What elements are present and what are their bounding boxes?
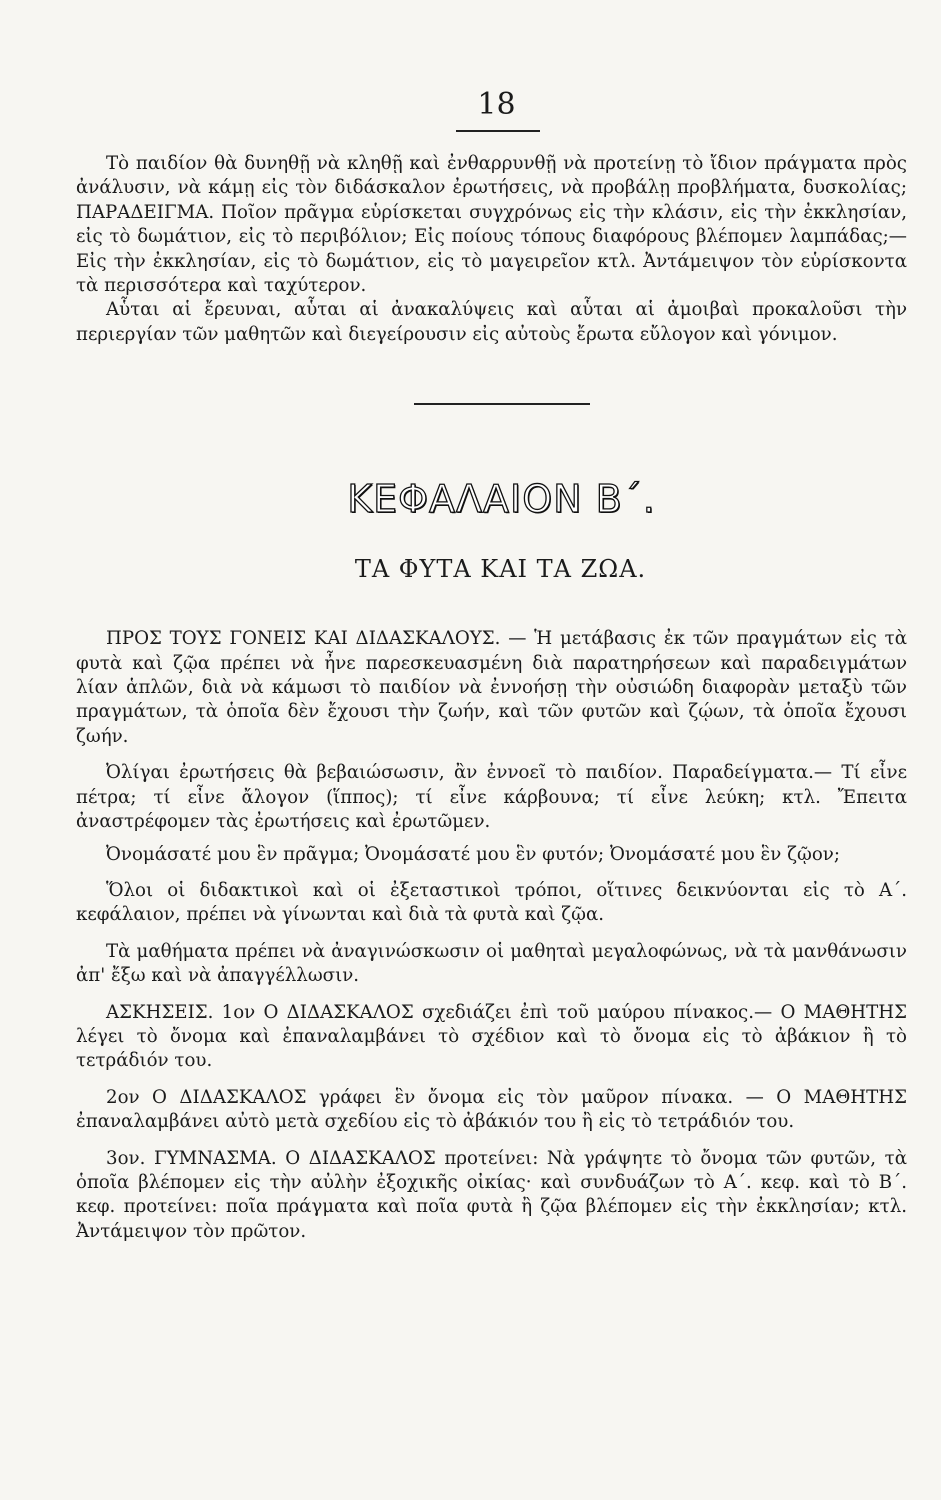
- chapter-title: ΚΕΦΑΛΑΙΟΝ Β΄.: [347, 477, 656, 522]
- body-paragraph: Τὰ μαθήματα πρέπει νὰ ἀναγινώσκωσιν οἱ μαθηταὶ μεγαλοφώνως, νὰ τὰ μανθάνωσιν ἀπ' ἔξω καὶ νὰ ἀπαγγέλλωσιν.: [76, 940, 907, 987]
- intro-paragraph: Τὸ παιδίον θὰ δυνηθῇ νὰ κληθῇ καὶ ἐνθαρρυνθῇ νὰ προτείνῃ τὸ ἴδιον πράγματα πρὸς ἀνάλυσιν, νὰ κάμῃ εἰς τὸν διδάσκαλον ἐρωτήσεις, νὰ προβάλῃ προβλήματα, δυσκολίας; ΠΑΡΑΔΕΙΓΜΑ. Ποῖον πρᾶγμα εὑρίσκεται συγχρόνως εἰς τὴν κλάσιν, εἰς τὴν ἐκκλησίαν, εἰς τὸ δωμάτιον, εἰς τὸ περιβόλιον; Εἰς ποίους τόπους διαφόρους βλέπομεν λαμπάδας;—Εἰς τὴν ἐκκλησίαν, εἰς τὸ δωμάτιον, εἰς τὸ μαγειρεῖον κτλ. Ἀντάμειψον τὸν εὑρίσκοντα τὰ περισσότερα καὶ ταχύτερον.: [76, 153, 907, 297]
- exercise-paragraph: ΑΣΚΗΣΕΙΣ. 1ον Ο ΔΙΔΑΣΚΑΛΟΣ σχεδιάζει ἐπὶ τοῦ μαύρου πίνακος.— Ο ΜΑΘΗΤΗΣ λέγει τὸ ὄνομα καὶ ἐπαναλαμβάνει τὸ σχέδιον καὶ τὸ ὄνομα εἰς τὸ ἀβάκιον ἢ τὸ τετράδιόν του.: [76, 1001, 907, 1072]
- body-paragraph: Ὀνομάσατέ μου ἓν πρᾶγμα; Ὀνομάσατέ μου ἓν φυτόν; Ὀνομάσατέ μου ἓν ζῷον;: [106, 843, 840, 865]
- exercise-paragraph: 2ον Ο ΔΙΔΑΣΚΑΛΟΣ γράφει ἓν ὄνομα εἰς τὸν μαῦρον πίνακα. — Ο ΜΑΘΗΤΗΣ ἐπαναλαμβάνει αὐτὸ μετὰ σχεδίου εἰς τὸ ἀβάκιόν του ἢ εἰς τὸ τετράδιόν του.: [76, 1086, 907, 1133]
- header-rule: [456, 130, 540, 132]
- intro-paragraph: Αὗται αἱ ἔρευναι, αὗται αἱ ἀνακαλύψεις καὶ αὗται αἱ ἀμοιβαὶ προκαλοῦσι τὴν περιεργίαν τῶν μαθητῶν καὶ διεγείρουσιν εἰς αὐτοὺς ἔρωτα εὔλογον καὶ γόνιμον.: [76, 299, 907, 345]
- chapter-subtitle: ΤΑ ΦΥΤΑ ΚΑΙ ΤΑ ΖΩΑ.: [354, 555, 647, 584]
- exercise-paragraph: 3ον. ΓΥΜΝΑΣΜΑ. Ο ΔΙΔΑΣΚΑΛΟΣ προτείνει: Νὰ γράψητε τὸ ὄνομα τῶν φυτῶν, τὰ ὁποῖα βλέπομεν εἰς τὴν αὐλὴν ἐξοχικῆς οἰκίας· καὶ συνδυάζων τὸ Α΄. κεφ. καὶ τὸ Β΄. κεφ. προτείνει: ποῖα πράγματα καὶ ποῖα φυτὰ ἢ ζῷα βλέπομεν εἰς τὴν ἐκκλησίαν; κτλ. Ἀντάμειψον τὸν πρῶτον.: [76, 1147, 907, 1242]
- body-paragraph: Ὅλοι οἱ διδακτικοὶ καὶ οἱ ἐξεταστικοὶ τρόποι, οἵτινες δεικνύονται εἰς τὸ Α΄. κεφάλαιον, πρέπει νὰ γίνωνται καὶ διὰ τὰ φυτὰ καὶ ζῷα.: [76, 879, 907, 926]
- section-divider: [414, 403, 590, 405]
- page-number: 18: [477, 87, 516, 122]
- body-paragraph: Ὀλίγαι ἐρωτήσεις θὰ βεβαιώσωσιν, ἂν ἐννοεῖ τὸ παιδίον. Παραδείγματα.— Τί εἶνε πέτρα; τί εἶνε ἄλογον (ἵππος); τί εἶνε κάρβουνα; τί εἶνε λεύκη; κτλ. Ἔπειτα ἀναστρέφομεν τὰς ἐρωτήσεις καὶ ἐρωτῶμεν.: [76, 762, 907, 833]
- body-paragraph: ΠΡΟΣ ΤΟΥΣ ΓΟΝΕΙΣ ΚΑΙ ΔΙΔΑΣΚΑΛΟΥΣ. — Ἡ μετάβασις ἐκ τῶν πραγμάτων εἰς τὰ φυτὰ καὶ ζῷα πρέπει νὰ ἦνε παρεσκευασμένη διὰ παρατηρήσεων καὶ παραδειγμάτων λίαν ἁπλῶν, διὰ νὰ κάμωσι τὸ παιδίον νὰ ἐννοήσῃ τὴν οὐσιώδη διαφορὰν μεταξὺ τῶν πραγμάτων, τὰ ὁποῖα δὲν ἔχουσι τὴν ζωήν, καὶ τῶν φυτῶν καὶ ζῴων, τὰ ὁποῖα ἔχουσι ζωήν.: [76, 628, 907, 747]
